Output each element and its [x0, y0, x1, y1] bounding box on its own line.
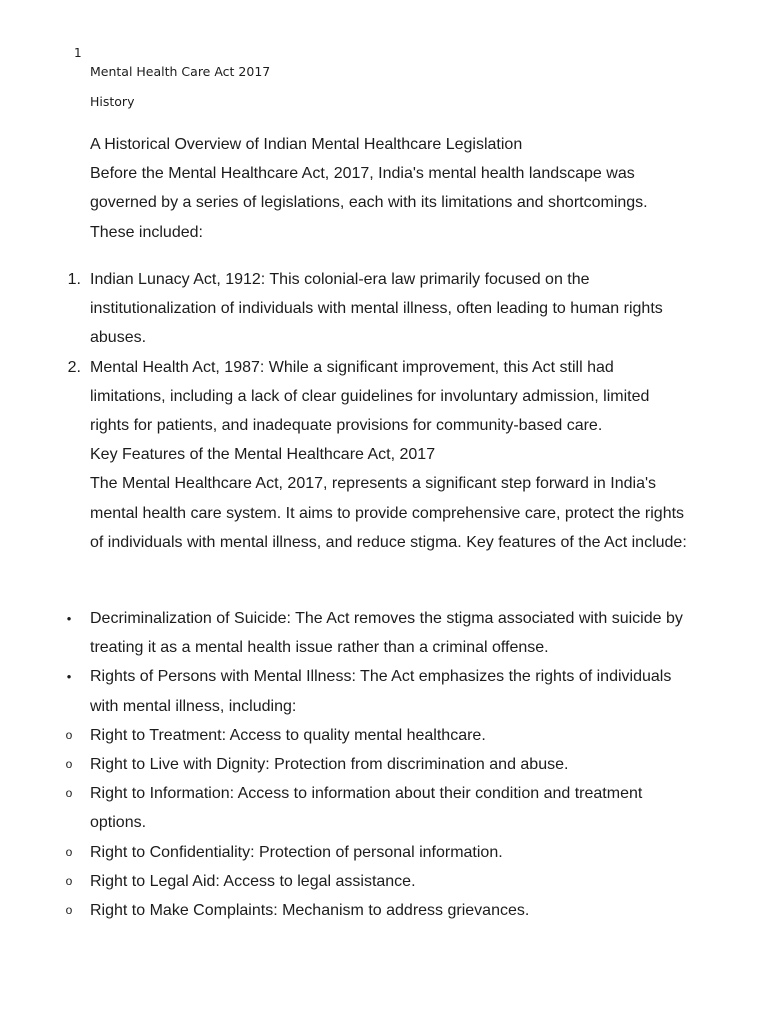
- document-subtitle: History: [90, 94, 135, 109]
- list-item: [0, 604, 768, 662]
- key-features-section: [0, 440, 768, 557]
- legislation-list: [0, 265, 768, 557]
- sub-bullet-icon: o: [65, 844, 73, 859]
- list-item-text: Mental Health Act, 1987: While a significant improvement, this Act still had limitations, including a lack of clear guidelines for involuntary admission, limited rights for patients, and inadequate provisions for community-based care.: [90, 358, 650, 435]
- list-item-text: Right to Confidentiality: Protection of personal information.: [90, 843, 503, 861]
- list-item-text: Right to Legal Aid: Access to legal assistance.: [90, 872, 416, 890]
- list-item-text: Right to Live with Dignity: Protection from discrimination and abuse.: [90, 756, 569, 774]
- sub-bullet-icon: o: [65, 873, 73, 888]
- sub-bullet-icon: o: [65, 727, 73, 742]
- list-number: 2.: [67, 358, 81, 376]
- list-item-text: Indian Lunacy Act, 1912: This colonial-era law primarily focused on the institutionalization of individuals with mental illness, often leading to human rights abuses.: [90, 271, 663, 347]
- list-item: [0, 353, 768, 441]
- page-number: 1: [74, 46, 82, 60]
- document-title: Mental Health Care Act 2017: [90, 64, 271, 79]
- list-item: [0, 750, 768, 779]
- key-features-heading: Key Features of the Mental Healthcare Act, 2017: [90, 446, 436, 464]
- list-item: [0, 838, 768, 867]
- list-number: 1.: [67, 271, 81, 288]
- list-item: [0, 662, 768, 720]
- list-item: [0, 779, 768, 837]
- bullet-icon: •: [66, 669, 72, 685]
- list-item-text: Right to Make Complaints: Mechanism to address grievances.: [90, 902, 530, 920]
- sub-bullet-icon: o: [65, 903, 73, 918]
- list-item: [0, 896, 768, 925]
- intro-section: [90, 130, 690, 247]
- list-item-text: Right to Information: Access to information about their condition and treatment options.: [90, 785, 643, 832]
- intro-heading: A Historical Overview of Indian Mental Healthcare Legislation: [90, 136, 523, 153]
- list-item: [0, 265, 768, 353]
- bullet-icon: •: [66, 611, 72, 626]
- list-item-text: Rights of Persons with Mental Illness: The Act emphasizes the rights of individuals with mental illness, including:: [90, 668, 672, 715]
- list-item: [0, 867, 768, 896]
- list-item: [0, 721, 768, 750]
- key-features-paragraph: The Mental Healthcare Act, 2017, represents a significant step forward in India's mental health care system. It aims to provide comprehensive care, protect the rights of individuals with mental illness, and reduce stigma. Key features of the Act include:: [90, 475, 687, 551]
- sub-bullet-icon: o: [65, 786, 73, 801]
- list-item-text: Right to Treatment: Access to quality mental healthcare.: [90, 726, 486, 744]
- sub-bullet-icon: o: [65, 757, 73, 772]
- features-list: [0, 604, 768, 925]
- list-item-text: Decriminalization of Suicide: The Act removes the stigma associated with suicide by treating it as a mental health issue rather than a criminal offense.: [90, 610, 683, 657]
- intro-paragraph: Before the Mental Healthcare Act, 2017, India's mental health landscape was governed by a series of legislations, each with its limitations and shortcomings. These included:: [90, 165, 648, 241]
